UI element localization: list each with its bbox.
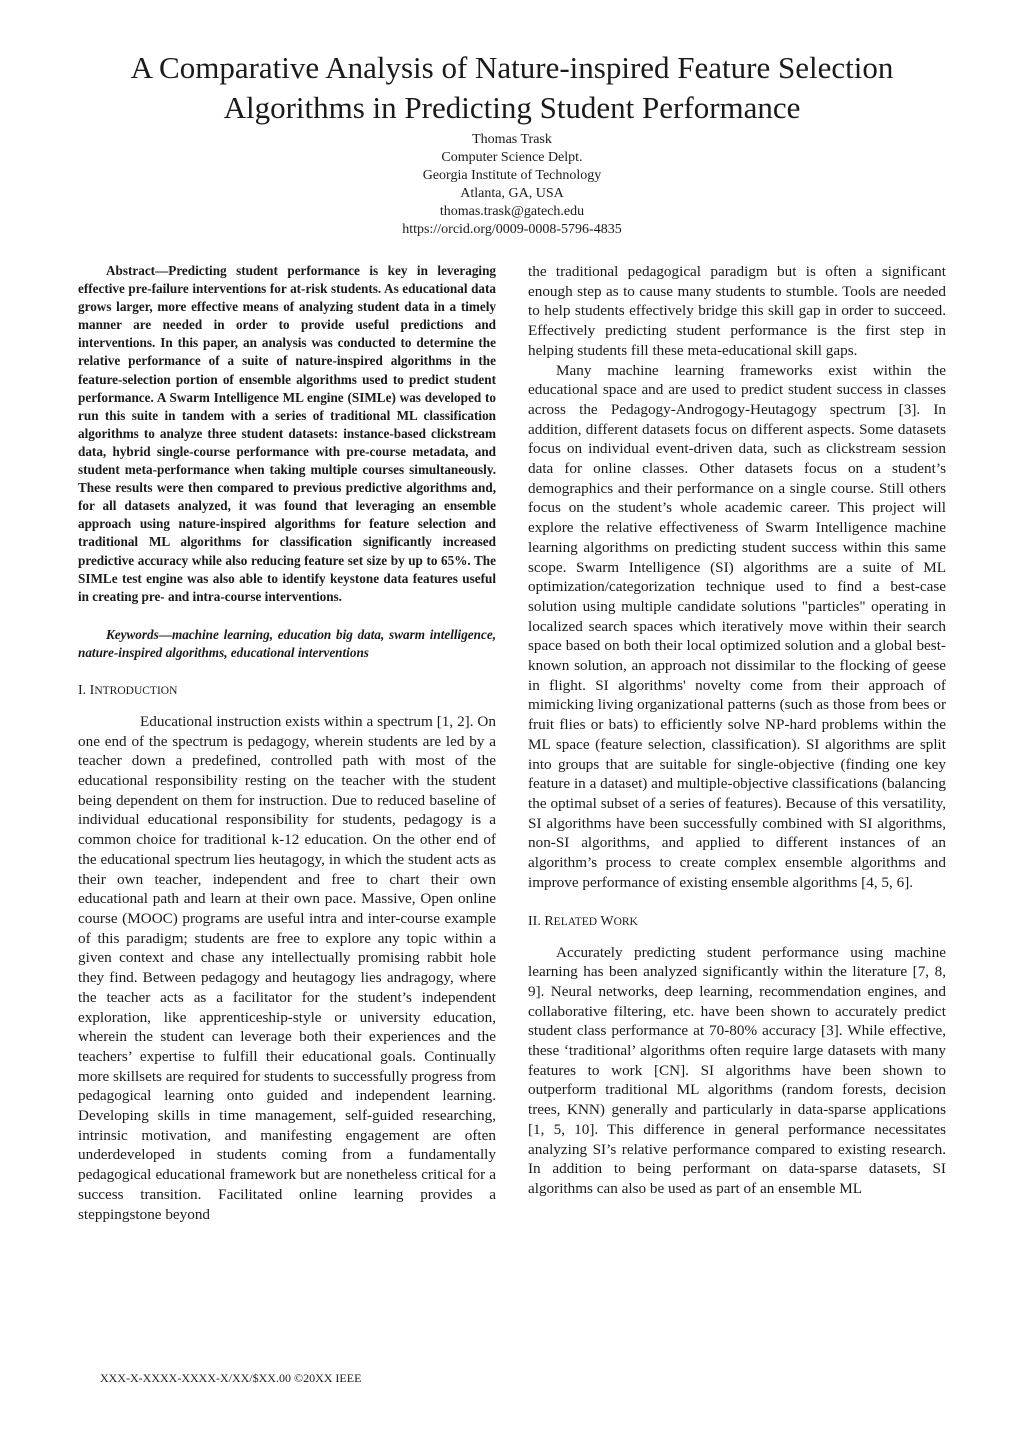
- section-heading-related-work: II. RELATED WORK: [528, 913, 638, 929]
- author-email: thomas.trask@gatech.edu: [439, 204, 585, 219]
- abstract: Abstract—Predicting student performance is key in leveraging effective pre-failure interventions for at-risk students. As educational data grows larger, more effective means of analyzing student data in a timely manner are needed in order to provide useful predictions and interventions. In this paper, an analysis was conducted to determine the relative performance of a suite of nature-inspired algorithms in the feature-selection portion of ensemble algorithms used to predict student performance. A Swarm Intelligence ML engine (SIMLe) was developed to run this suite in tandem with a series of traditional ML classification algorithms to analyze three student datasets: instance-based clickstream data, hybrid single-course performance with pre-course metadata, and student meta-performance when taking multiple courses simultaneously. These results were then compared to previous predictive algorithms and, for all datasets analyzed, it was found that leveraging an ensemble approach using nature-inspired algorithms for feature selection and traditional ML algorithms for classification significantly increased predictive accuracy while also reducing feature set size by up to 65%. The SIMLe test engine was also able to identify keystone data features useful in creating pre- and intra-course interventions.: [78, 263, 496, 604]
- paper-title: [60, 48, 964, 128]
- title-line-2: Algorithms in Predicting Student Performance: [223, 90, 801, 125]
- introduction-paragraph-2: the traditional pedagogical paradigm but is often a significant enough step as to cause many students to stumble. Tools are needed to help students effectively bridge this skill gap in order to succeed. Effectively predicting student performance is the first step in helping students fill these meta-educational skill gaps.: [528, 263, 946, 359]
- section-heading-introduction: I. INTRODUCTION: [78, 682, 178, 698]
- author-block: [262, 131, 762, 239]
- author-department: Computer Science Delpt.: [441, 150, 583, 165]
- author-institution: Georgia Institute of Technology: [422, 168, 602, 183]
- introduction-paragraph-3: Many machine learning frameworks exist within the educational space and are used to predict student success in classes across the Pedagogy-Androgogy-Heutagogy spectrum [3]. In addition, different datasets focus on different aspects. Some datasets focus on individual event-driven data, such as clickstream session data for online classes. Other datasets focus on a student’s demographics and their performance on a single course. Still others focus on the student’s whole academic career. This project will explore the relative effectiveness of Swarm Intelligence machine learning algorithms on predicting student success within this same scope. Swarm Intelligence (SI) algorithms are a suite of ML optimization/categorization technique used to find a best-case solution using multiple candidate solutions "particles" operating in localized search spaces which iteratively move within their search space based on both their local optimized solution and a global best-known solution, an approach not dissimilar to the flocking of geese in flight. SI algorithms' novelty come from their approach of mimicking living organizational patterns (such as those from bees or fruit flies or bats) to efficiently solve NP-hard problems within the ML space (feature selection, classification). SI algorithms are split into groups that are suitable for single-objective (finding one key feature in a dataset) and multiple-objective classifications (balancing the optimal subset of a series of features). Because of this versatility, SI algorithms have been successfully combined with SI algorithms, non-SI algorithms, and applied to different instances of an algorithm’s process to create complex ensemble algorithms and improve performance of existing ensemble algorithms [4, 5, 6].: [528, 361, 946, 891]
- keywords: Keywords—machine learning, education big data, swarm intelligence, nature-inspired algorithms, educational interventions: [78, 626, 496, 660]
- author-orcid: https://orcid.org/0009-0008-5796-4835: [402, 222, 622, 237]
- left-column: [78, 262, 496, 1224]
- copyright-footer: XXX-X-XXXX-XXXX-X/XX/$XX.00 ©20XX IEEE: [100, 1371, 362, 1385]
- introduction-paragraph-1: Educational instruction exists within a spectrum [1, 2]. On one end of the spectrum is pedagogy, wherein students are led by a teacher down a predefined, controlled path with most of the educational responsibility resting on the teacher with the student being dependent on them for instruction. Due to reduced baseline of individual educational responsibility for students, pedagogy is a common choice for traditional k-12 education. On the other end of the educational spectrum lies heutagogy, in which the student acts as their own teacher, independent and free to chart their own educational path and learn at their own pace. Massive, Open online course (MOOC) programs are useful intra and inter-course example of this paradigm; students are free to explore any topic within a given context and chase any intellectually promising rabbit hole they find. Between pedagogy and heutagogy lies andragogy, where the teacher acts as a facilitator for the student’s independent exploration, like apprenticeship-style or university education, wherein the student can leverage both their experiences and the teachers’ expertise to fulfill their educational goals. Continually more skillsets are required for students to successfully progress from pedagogical learning onto guided and independent learning. Developing skills in time management, self-guided researching, intrinsic motivation, and manifesting engagement are often underdeveloped in students coming from a fundamentally pedagogical educational framework but are nonetheless critical for a success transition. Facilitated online learning provides a steppingstone beyond: [78, 712, 496, 1223]
- author-location: Atlanta, GA, USA: [460, 186, 564, 201]
- author-name: Thomas Trask: [472, 132, 552, 147]
- right-column: [528, 262, 946, 1199]
- related-work-paragraph-1: Accurately predicting student performance using machine learning has been analyzed significantly within the literature [7, 8, 9]. Neural networks, deep learning, recommendation engines, and collaborative filtering, etc. have been shown to accurately predict student class performance at 70-80% accuracy [3]. While effective, these ‘traditional’ algorithms often require large datasets with many features to work [CN]. SI algorithms have been shown to outperform traditional ML algorithms (random forests, decision trees, KNN) generally and particularly in data-sparse applications [1, 5, 10]. This difference in general performance necessitates analyzing SI’s relative performance compared to existing research. In addition to being performant on data-sparse datasets, SI algorithms can also be used as part of an ensemble ML: [528, 943, 946, 1197]
- title-line-1: A Comparative Analysis of Nature-inspired Feature Selection: [130, 50, 894, 85]
